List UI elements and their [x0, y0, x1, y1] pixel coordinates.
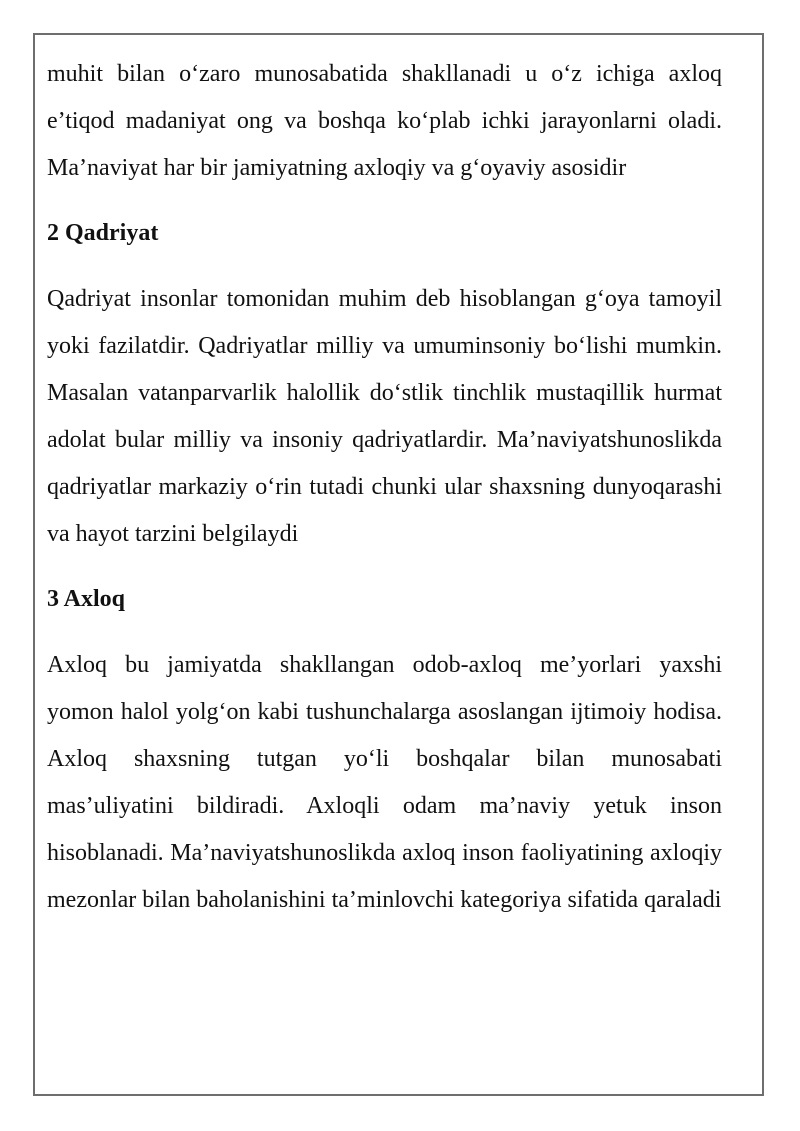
- paragraph-qadriyat: Qadriyat insonlar tomonidan muhim deb hisoblangan g‘oya tamoyil yoki fazilatdir. Qadriyatlar milliy va umuminsoniy bo‘lishi mumkin. Masalan vatanparvarlik halollik do‘stlik tinchlik mustaqillik hurmat adolat bular milliy va insoniy qadriyatlardir. Ma’naviyatshunoslikda qadriyatlar markaziy o‘rin tutadi chunki ular shaxsning dunyoqarashi va hayot tarzini belgilaydi: [47, 286, 722, 547]
- paragraph-intro: muhit bilan o‘zaro munosabatida shakllanadi u o‘z ichiga axloq e’tiqod madaniyat ong va boshqa ko‘plab ichki jarayonlarni oladi. Ma’naviyat har bir jamiyatning axloqiy va g‘oyaviy asosidir: [47, 61, 722, 181]
- paragraph-axloq: Axloq bu jamiyatda shakllangan odob-axloq me’yorlari yaxshi yomon halol yolg‘on kabi tushunchalarga asoslangan ijtimoiy hodisa. Axloq shaxsning tutgan yo‘li boshqalar bilan munosabati mas’uliyatini bildiradi. Axloqli odam ma’naviy yetuk inson hisoblanadi. Ma’naviyatshunoslikda axloq inson faoliyatining axloqiy mezonlar bilan baholanishini ta’minlovchi kategoriya sifatida qaraladi: [47, 652, 722, 913]
- section-heading-axloq: 3 Axloq: [47, 586, 126, 612]
- section-heading-qadriyat: 2 Qadriyat: [47, 220, 159, 246]
- document-body: [47, 51, 722, 924]
